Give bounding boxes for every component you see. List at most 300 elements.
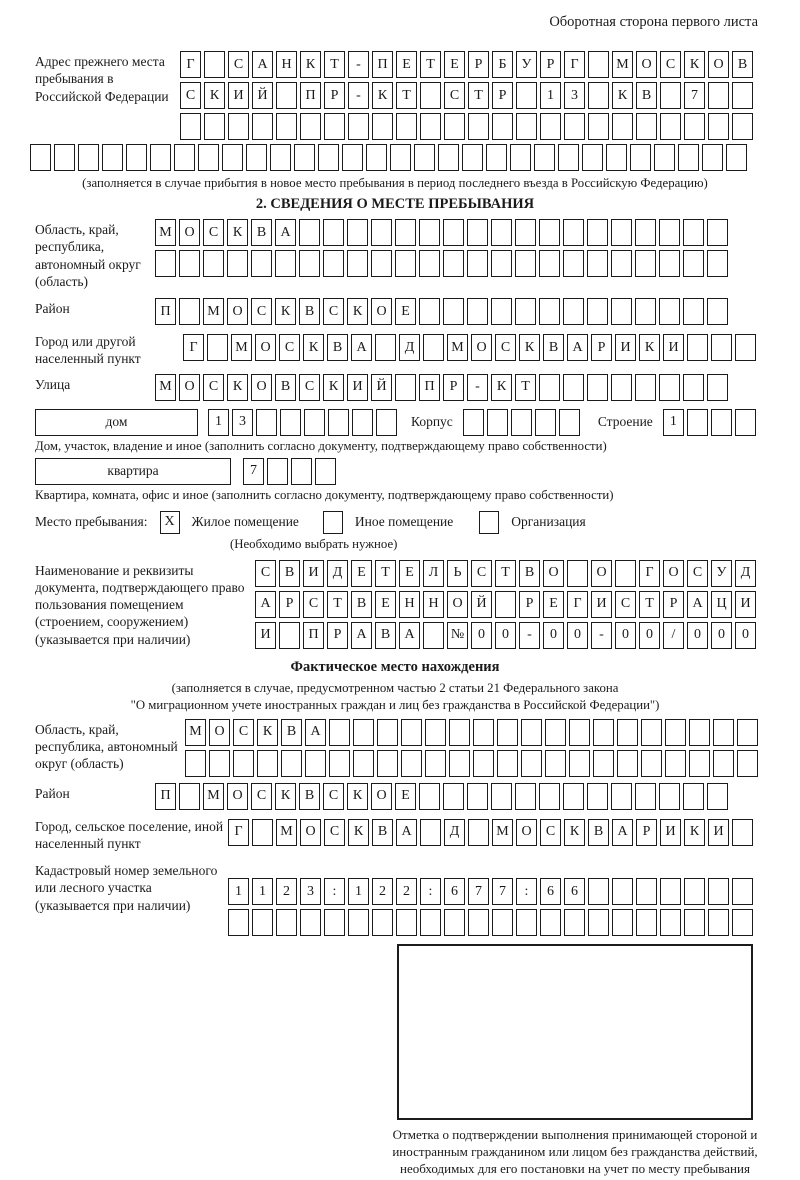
char-cell[interactable] [423, 334, 444, 361]
region-row-2[interactable] [155, 250, 728, 277]
char-cell[interactable] [539, 250, 560, 277]
char-cell[interactable] [342, 144, 363, 171]
char-cell[interactable]: К [227, 374, 248, 401]
char-cell[interactable]: - [348, 82, 369, 109]
char-cell[interactable]: 3 [564, 82, 585, 109]
char-cell[interactable] [491, 783, 512, 810]
char-cell[interactable]: - [519, 622, 540, 649]
char-cell[interactable]: 1 [228, 878, 249, 905]
char-cell[interactable] [687, 409, 708, 436]
char-cell[interactable]: О [708, 51, 729, 78]
char-cell[interactable] [558, 144, 579, 171]
char-cell[interactable] [737, 719, 758, 746]
char-cell[interactable] [588, 909, 609, 936]
char-cell[interactable]: Е [399, 560, 420, 587]
char-cell[interactable]: 3 [232, 409, 253, 436]
char-cell[interactable]: К [204, 82, 225, 109]
char-cell[interactable] [251, 250, 272, 277]
char-cell[interactable]: К [347, 298, 368, 325]
char-cell[interactable] [78, 144, 99, 171]
char-cell[interactable] [545, 750, 566, 777]
stroenie-cells[interactable] [663, 409, 756, 436]
char-cell[interactable] [660, 909, 681, 936]
char-cell[interactable] [281, 750, 302, 777]
char-cell[interactable] [659, 219, 680, 246]
char-cell[interactable] [449, 750, 470, 777]
char-cell[interactable] [516, 82, 537, 109]
char-cell[interactable]: В [588, 819, 609, 846]
char-cell[interactable] [30, 144, 51, 171]
char-cell[interactable] [352, 409, 373, 436]
char-cell[interactable]: М [203, 783, 224, 810]
char-cell[interactable] [174, 144, 195, 171]
char-cell[interactable] [198, 144, 219, 171]
char-cell[interactable]: Й [371, 374, 392, 401]
char-cell[interactable]: Е [396, 51, 417, 78]
char-cell[interactable] [684, 113, 705, 140]
char-cell[interactable] [515, 783, 536, 810]
char-cell[interactable]: Р [324, 82, 345, 109]
char-cell[interactable]: 2 [396, 878, 417, 905]
house-name-box[interactable]: дом [35, 409, 198, 436]
char-cell[interactable]: К [275, 783, 296, 810]
char-cell[interactable]: С [255, 560, 276, 587]
char-cell[interactable] [708, 113, 729, 140]
cadastre-row-1[interactable] [228, 878, 753, 905]
char-cell[interactable] [348, 113, 369, 140]
document-row-1[interactable] [255, 560, 756, 587]
char-cell[interactable] [515, 250, 536, 277]
char-cell[interactable] [708, 82, 729, 109]
char-cell[interactable]: Т [495, 560, 516, 587]
char-cell[interactable] [711, 334, 732, 361]
char-cell[interactable]: А [396, 819, 417, 846]
char-cell[interactable] [635, 250, 656, 277]
char-cell[interactable] [702, 144, 723, 171]
char-cell[interactable] [593, 750, 614, 777]
char-cell[interactable]: 1 [252, 878, 273, 905]
char-cell[interactable] [687, 334, 708, 361]
char-cell[interactable]: С [251, 298, 272, 325]
stay-option-organization[interactable] [479, 511, 585, 534]
char-cell[interactable]: 6 [540, 878, 561, 905]
char-cell[interactable]: Ц [711, 591, 732, 618]
region-row-1[interactable] [155, 219, 728, 246]
document-row-2[interactable] [255, 591, 756, 618]
char-cell[interactable]: О [371, 783, 392, 810]
char-cell[interactable] [401, 750, 422, 777]
char-cell[interactable]: О [227, 783, 248, 810]
char-cell[interactable]: Н [399, 591, 420, 618]
char-cell[interactable]: Т [324, 51, 345, 78]
char-cell[interactable] [641, 750, 662, 777]
char-cell[interactable]: - [348, 51, 369, 78]
street-row[interactable] [155, 374, 728, 401]
char-cell[interactable] [660, 113, 681, 140]
char-cell[interactable] [324, 909, 345, 936]
char-cell[interactable]: С [471, 560, 492, 587]
char-cell[interactable] [713, 719, 734, 746]
char-cell[interactable]: И [735, 591, 756, 618]
char-cell[interactable]: Е [395, 783, 416, 810]
char-cell[interactable]: А [567, 334, 588, 361]
char-cell[interactable] [395, 374, 416, 401]
char-cell[interactable] [155, 250, 176, 277]
char-cell[interactable] [257, 750, 278, 777]
char-cell[interactable]: Е [444, 51, 465, 78]
char-cell[interactable]: С [203, 374, 224, 401]
char-cell[interactable]: О [447, 591, 468, 618]
residential-checkbox[interactable]: X [160, 511, 180, 534]
prev-address-row-3[interactable] [180, 113, 753, 140]
char-cell[interactable]: Д [399, 334, 420, 361]
char-cell[interactable] [683, 219, 704, 246]
char-cell[interactable] [534, 144, 555, 171]
char-cell[interactable] [708, 878, 729, 905]
char-cell[interactable] [539, 783, 560, 810]
char-cell[interactable] [588, 51, 609, 78]
char-cell[interactable]: 0 [735, 622, 756, 649]
char-cell[interactable] [521, 750, 542, 777]
char-cell[interactable]: С [180, 82, 201, 109]
char-cell[interactable]: 1 [663, 409, 684, 436]
char-cell[interactable]: К [491, 374, 512, 401]
char-cell[interactable] [611, 250, 632, 277]
char-cell[interactable] [468, 113, 489, 140]
char-cell[interactable]: И [347, 374, 368, 401]
char-cell[interactable]: К [303, 334, 324, 361]
char-cell[interactable]: И [660, 819, 681, 846]
char-cell[interactable] [689, 750, 710, 777]
char-cell[interactable] [611, 783, 632, 810]
char-cell[interactable] [587, 219, 608, 246]
char-cell[interactable] [279, 622, 300, 649]
char-cell[interactable]: К [372, 82, 393, 109]
char-cell[interactable] [329, 719, 350, 746]
char-cell[interactable] [462, 144, 483, 171]
char-cell[interactable]: И [615, 334, 636, 361]
char-cell[interactable]: Г [228, 819, 249, 846]
char-cell[interactable] [612, 878, 633, 905]
char-cell[interactable] [612, 909, 633, 936]
char-cell[interactable]: 6 [444, 878, 465, 905]
char-cell[interactable] [641, 719, 662, 746]
char-cell[interactable]: 0 [543, 622, 564, 649]
char-cell[interactable] [377, 750, 398, 777]
char-cell[interactable]: К [519, 334, 540, 361]
char-cell[interactable]: Р [443, 374, 464, 401]
char-cell[interactable] [617, 719, 638, 746]
char-cell[interactable] [588, 82, 609, 109]
char-cell[interactable]: С [324, 819, 345, 846]
char-cell[interactable]: К [227, 219, 248, 246]
char-cell[interactable] [665, 750, 686, 777]
prev-address-row-1[interactable] [180, 51, 753, 78]
char-cell[interactable]: К [257, 719, 278, 746]
char-cell[interactable] [323, 250, 344, 277]
char-cell[interactable] [280, 409, 301, 436]
char-cell[interactable]: И [708, 819, 729, 846]
char-cell[interactable]: О [300, 819, 321, 846]
char-cell[interactable]: Е [351, 560, 372, 587]
char-cell[interactable] [423, 622, 444, 649]
char-cell[interactable]: А [612, 819, 633, 846]
char-cell[interactable] [444, 909, 465, 936]
char-cell[interactable] [659, 298, 680, 325]
char-cell[interactable]: Т [375, 560, 396, 587]
char-cell[interactable]: 0 [687, 622, 708, 649]
char-cell[interactable] [732, 909, 753, 936]
char-cell[interactable]: Г [564, 51, 585, 78]
char-cell[interactable] [353, 750, 374, 777]
char-cell[interactable]: 2 [276, 878, 297, 905]
char-cell[interactable]: : [420, 878, 441, 905]
char-cell[interactable] [443, 783, 464, 810]
char-cell[interactable] [443, 298, 464, 325]
char-cell[interactable]: М [492, 819, 513, 846]
apartment-name-box[interactable]: квартира [35, 458, 231, 485]
char-cell[interactable] [660, 82, 681, 109]
char-cell[interactable] [419, 783, 440, 810]
char-cell[interactable]: И [255, 622, 276, 649]
char-cell[interactable]: М [447, 334, 468, 361]
char-cell[interactable] [276, 82, 297, 109]
char-cell[interactable]: О [516, 819, 537, 846]
char-cell[interactable] [256, 409, 277, 436]
char-cell[interactable] [425, 750, 446, 777]
char-cell[interactable] [438, 144, 459, 171]
char-cell[interactable]: В [543, 334, 564, 361]
char-cell[interactable]: 1 [348, 878, 369, 905]
prev-address-row-2[interactable] [180, 82, 753, 109]
char-cell[interactable] [564, 113, 585, 140]
char-cell[interactable] [569, 719, 590, 746]
char-cell[interactable]: Н [423, 591, 444, 618]
char-cell[interactable]: Й [252, 82, 273, 109]
char-cell[interactable] [732, 113, 753, 140]
char-cell[interactable] [372, 113, 393, 140]
char-cell[interactable] [684, 878, 705, 905]
char-cell[interactable]: М [203, 298, 224, 325]
char-cell[interactable] [611, 298, 632, 325]
char-cell[interactable] [228, 909, 249, 936]
char-cell[interactable] [564, 909, 585, 936]
char-cell[interactable]: 7 [684, 82, 705, 109]
char-cell[interactable]: Р [519, 591, 540, 618]
char-cell[interactable] [270, 144, 291, 171]
char-cell[interactable]: С [540, 819, 561, 846]
char-cell[interactable] [635, 783, 656, 810]
korpus-cells[interactable] [463, 409, 580, 436]
char-cell[interactable]: И [663, 334, 684, 361]
char-cell[interactable]: М [276, 819, 297, 846]
char-cell[interactable] [611, 219, 632, 246]
char-cell[interactable]: П [419, 374, 440, 401]
char-cell[interactable] [468, 819, 489, 846]
char-cell[interactable] [324, 113, 345, 140]
char-cell[interactable] [203, 250, 224, 277]
char-cell[interactable]: У [711, 560, 732, 587]
char-cell[interactable] [300, 113, 321, 140]
char-cell[interactable]: Р [327, 622, 348, 649]
char-cell[interactable]: П [300, 82, 321, 109]
char-cell[interactable]: А [255, 591, 276, 618]
char-cell[interactable] [467, 250, 488, 277]
char-cell[interactable] [204, 51, 225, 78]
char-cell[interactable]: : [516, 878, 537, 905]
char-cell[interactable]: А [687, 591, 708, 618]
char-cell[interactable]: 0 [711, 622, 732, 649]
char-cell[interactable]: Т [420, 51, 441, 78]
char-cell[interactable] [659, 374, 680, 401]
char-cell[interactable]: А [351, 622, 372, 649]
char-cell[interactable]: Т [639, 591, 660, 618]
char-cell[interactable] [180, 113, 201, 140]
char-cell[interactable] [348, 909, 369, 936]
char-cell[interactable]: К [684, 819, 705, 846]
char-cell[interactable]: 0 [495, 622, 516, 649]
char-cell[interactable]: Д [444, 819, 465, 846]
char-cell[interactable] [683, 298, 704, 325]
char-cell[interactable]: П [155, 298, 176, 325]
char-cell[interactable] [419, 250, 440, 277]
char-cell[interactable]: В [275, 374, 296, 401]
char-cell[interactable]: К [323, 374, 344, 401]
char-cell[interactable] [707, 219, 728, 246]
char-cell[interactable] [636, 909, 657, 936]
char-cell[interactable]: 7 [492, 878, 513, 905]
char-cell[interactable] [150, 144, 171, 171]
char-cell[interactable]: В [279, 560, 300, 587]
char-cell[interactable] [569, 750, 590, 777]
char-cell[interactable] [443, 250, 464, 277]
char-cell[interactable] [492, 113, 513, 140]
char-cell[interactable]: / [663, 622, 684, 649]
char-cell[interactable]: Е [375, 591, 396, 618]
char-cell[interactable] [659, 783, 680, 810]
char-cell[interactable] [305, 750, 326, 777]
char-cell[interactable]: Г [639, 560, 660, 587]
char-cell[interactable]: Е [395, 298, 416, 325]
char-cell[interactable]: О [471, 334, 492, 361]
char-cell[interactable] [419, 298, 440, 325]
char-cell[interactable]: О [209, 719, 230, 746]
char-cell[interactable] [521, 719, 542, 746]
char-cell[interactable]: Н [276, 51, 297, 78]
char-cell[interactable] [587, 783, 608, 810]
char-cell[interactable]: Д [327, 560, 348, 587]
char-cell[interactable] [726, 144, 747, 171]
char-cell[interactable]: С [299, 374, 320, 401]
char-cell[interactable] [707, 298, 728, 325]
char-cell[interactable]: И [591, 591, 612, 618]
char-cell[interactable]: А [252, 51, 273, 78]
char-cell[interactable] [473, 750, 494, 777]
char-cell[interactable] [328, 409, 349, 436]
char-cell[interactable]: Т [468, 82, 489, 109]
char-cell[interactable]: М [231, 334, 252, 361]
char-cell[interactable]: О [543, 560, 564, 587]
char-cell[interactable] [467, 298, 488, 325]
char-cell[interactable] [227, 250, 248, 277]
char-cell[interactable] [276, 113, 297, 140]
char-cell[interactable]: 6 [564, 878, 585, 905]
char-cell[interactable]: 0 [615, 622, 636, 649]
char-cell[interactable]: М [185, 719, 206, 746]
char-cell[interactable] [304, 409, 325, 436]
char-cell[interactable]: С [303, 591, 324, 618]
char-cell[interactable] [395, 219, 416, 246]
char-cell[interactable] [329, 750, 350, 777]
char-cell[interactable] [515, 298, 536, 325]
char-cell[interactable] [491, 250, 512, 277]
char-cell[interactable] [635, 374, 656, 401]
char-cell[interactable]: Р [492, 82, 513, 109]
char-cell[interactable]: Т [396, 82, 417, 109]
char-cell[interactable]: В [251, 219, 272, 246]
char-cell[interactable] [545, 719, 566, 746]
char-cell[interactable] [707, 783, 728, 810]
cadastre-row-2[interactable] [228, 909, 753, 936]
char-cell[interactable]: К [684, 51, 705, 78]
char-cell[interactable]: А [275, 219, 296, 246]
char-cell[interactable]: В [327, 334, 348, 361]
char-cell[interactable] [539, 374, 560, 401]
char-cell[interactable] [611, 374, 632, 401]
char-cell[interactable] [473, 719, 494, 746]
char-cell[interactable]: В [519, 560, 540, 587]
char-cell[interactable] [563, 250, 584, 277]
char-cell[interactable] [396, 113, 417, 140]
char-cell[interactable] [735, 409, 756, 436]
actual-city-row[interactable] [228, 816, 753, 846]
char-cell[interactable] [233, 750, 254, 777]
char-cell[interactable] [563, 374, 584, 401]
char-cell[interactable] [588, 113, 609, 140]
char-cell[interactable] [617, 750, 638, 777]
char-cell[interactable]: О [179, 219, 200, 246]
char-cell[interactable] [347, 250, 368, 277]
char-cell[interactable] [732, 82, 753, 109]
char-cell[interactable]: О [179, 374, 200, 401]
char-cell[interactable]: Т [515, 374, 536, 401]
actual-district-row[interactable] [155, 783, 728, 810]
char-cell[interactable] [659, 250, 680, 277]
char-cell[interactable] [468, 909, 489, 936]
char-cell[interactable] [563, 219, 584, 246]
char-cell[interactable] [516, 113, 537, 140]
char-cell[interactable] [179, 783, 200, 810]
char-cell[interactable]: Р [636, 819, 657, 846]
char-cell[interactable] [708, 909, 729, 936]
char-cell[interactable]: О [591, 560, 612, 587]
char-cell[interactable] [683, 250, 704, 277]
char-cell[interactable]: М [155, 219, 176, 246]
char-cell[interactable] [497, 719, 518, 746]
char-cell[interactable]: И [228, 82, 249, 109]
char-cell[interactable]: В [299, 783, 320, 810]
char-cell[interactable]: К [639, 334, 660, 361]
char-cell[interactable] [401, 719, 422, 746]
char-cell[interactable] [463, 409, 484, 436]
char-cell[interactable]: Д [735, 560, 756, 587]
char-cell[interactable] [126, 144, 147, 171]
char-cell[interactable] [497, 750, 518, 777]
char-cell[interactable] [735, 334, 756, 361]
char-cell[interactable] [377, 719, 398, 746]
char-cell[interactable] [246, 144, 267, 171]
char-cell[interactable] [540, 909, 561, 936]
